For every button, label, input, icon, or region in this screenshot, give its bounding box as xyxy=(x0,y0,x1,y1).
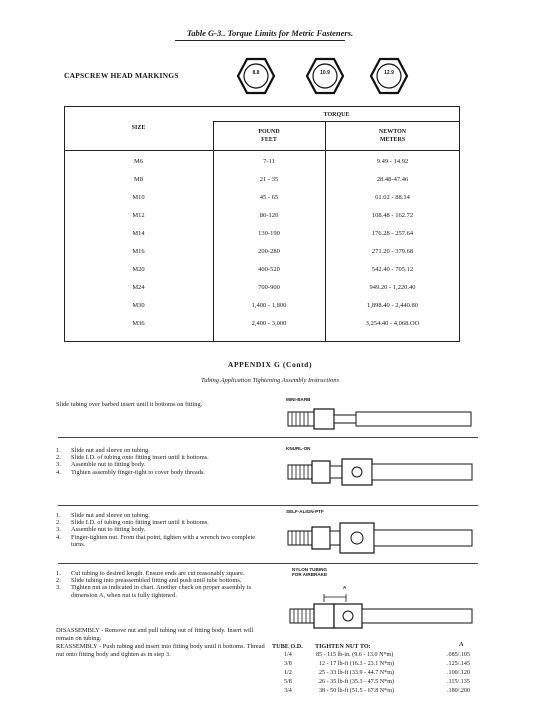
step-number: 1. xyxy=(56,512,61,519)
nylon-steps xyxy=(56,570,271,599)
hex-head-12-9 xyxy=(369,56,409,96)
table-divider xyxy=(213,121,460,122)
tube-a-cell: .180/.200 xyxy=(447,688,471,694)
list-item xyxy=(56,461,261,468)
size-cell: M14 xyxy=(132,230,145,237)
table-row xyxy=(64,302,460,319)
size-cell: M16 xyxy=(132,248,145,255)
self-align-label: SELF-ALIGN-PTF xyxy=(286,509,324,514)
header-line: METERS xyxy=(379,137,406,143)
nylon-fitting-drawing xyxy=(286,592,476,632)
tube-a-cell: .085/.105 xyxy=(447,652,471,658)
section-divider xyxy=(58,505,478,506)
step-number: 3. xyxy=(56,526,61,534)
step-text: Assemble nut to fitting body. xyxy=(71,526,146,534)
knurl-on-label: KNURL-ON xyxy=(286,446,311,451)
table-divider xyxy=(64,150,460,151)
tube-a-cell: .125/.145 xyxy=(447,661,471,667)
tighten-header: TIGHTEN NUT TO: xyxy=(315,643,371,650)
step-text: Cut tubing to desired length. Ensure ends are cut reasonably square. xyxy=(71,570,245,577)
lbft-cell: 80-120 xyxy=(259,212,279,219)
header-line: POUND xyxy=(258,129,280,135)
step-text: Slide nut and sleeve on tubing. xyxy=(71,447,150,454)
mini-barb-text: Slide tubing over barbed insert until it bottoms on fitting. xyxy=(56,401,203,408)
tube-a-cell: .115/.135 xyxy=(447,679,470,685)
table-row xyxy=(64,176,460,193)
lbft-cell: 200-280 xyxy=(258,248,280,255)
self-align-steps xyxy=(56,512,261,548)
table-row xyxy=(64,158,460,175)
lbft-cell: 700-900 xyxy=(258,284,280,291)
tube-od-cell: 3/4 xyxy=(284,688,292,694)
table-row xyxy=(64,248,460,265)
size-cell: M10 xyxy=(132,194,145,201)
table-row xyxy=(64,212,460,229)
step-text: Slide I.D. of tubing onto fitting insert until it bottoms. xyxy=(71,454,209,462)
lbft-cell: 2,400 - 3,000 xyxy=(251,320,287,327)
step-number: 1. xyxy=(56,447,61,454)
step-number: 3. xyxy=(56,461,61,469)
section-divider xyxy=(58,563,478,564)
step-number: 4. xyxy=(56,468,61,476)
list-item xyxy=(56,584,271,598)
step-number: 2. xyxy=(56,577,61,585)
step-number: 2. xyxy=(56,519,61,527)
tube-od-cell: 1/2 xyxy=(284,670,292,676)
table-row xyxy=(64,284,460,301)
tube-torque-cell: 26 - 35 lb-ft (35.3 - 47.5 N*m) xyxy=(319,679,394,685)
list-item xyxy=(56,469,261,476)
torque-header: TORQUE xyxy=(323,112,350,118)
tube-torque-cell: 38 - 50 lb-ft (51.5 - 67.8 N*m) xyxy=(319,688,394,694)
list-item xyxy=(56,447,261,454)
tube-torque-cell: 12 - 17 lb-ft (16.3 - 23.1 N*m) xyxy=(319,661,394,667)
size-header: SIZE xyxy=(131,125,146,131)
dimension-a-label: A xyxy=(343,585,347,590)
table-title: Table G-3.. Torque Limits for Metric Fasteners. xyxy=(186,28,354,38)
tube-od-cell: 3/8 xyxy=(284,661,292,667)
header-line: FEET xyxy=(261,137,277,143)
table-row xyxy=(64,320,460,337)
hex-head-10-9 xyxy=(305,56,345,96)
capscrew-label: CAPSCREW HEAD MARKINGS xyxy=(64,71,179,80)
nm-cell: 949.20 - 1,220.40 xyxy=(369,284,416,291)
nylon-label xyxy=(292,567,327,577)
step-number: 3. xyxy=(56,584,61,592)
step-number: 4. xyxy=(56,533,61,541)
tube-a-cell: .100/.120 xyxy=(447,670,471,676)
list-item xyxy=(56,519,261,526)
table-row xyxy=(64,230,460,247)
reassembly-text: REASSEMBLY - Push tubing and insert into fitting body until it bottoms. Thread nut onto fitting body and tighten as in step 3. xyxy=(56,643,265,658)
dimension-a-header: A xyxy=(459,641,464,648)
list-item xyxy=(56,512,261,519)
tube-torque-cell: 85 - 115 lb-in. (9.6 - 13.0 N*m) xyxy=(316,652,394,658)
nm-cell: 1,898.40 - 2,440.80 xyxy=(367,302,418,309)
appendix-heading: APPENDIX G (Contd) xyxy=(227,360,313,369)
nm-cell: 3,254.40 - 4,068.OO xyxy=(365,320,420,327)
label-line: NYLON TUBING xyxy=(292,567,327,572)
knurl-on-fitting-drawing xyxy=(286,456,476,488)
mini-barb-fitting-drawing xyxy=(286,408,476,430)
size-cell: M8 xyxy=(133,176,144,183)
list-item xyxy=(56,454,261,461)
step-text: Tighten assembly finger-tight to cover body threads. xyxy=(71,468,205,476)
appendix-subtitle: Tubing Application Tightening Assembly Instructions xyxy=(200,377,340,384)
lbft-cell: 21 - 35 xyxy=(259,176,279,183)
size-cell: M24 xyxy=(132,284,145,291)
hex-head-8-8 xyxy=(236,56,276,96)
nm-cell: 9.49 - 14.92 xyxy=(376,158,409,165)
section-divider xyxy=(58,437,478,438)
tube-od-header: TUBE O.D. xyxy=(272,643,303,650)
tube-od-cell: 5/8 xyxy=(284,679,292,685)
step-text: Slide nut and sleeve on tubing. xyxy=(71,512,150,519)
label-line: FOR AIRBRAKE xyxy=(292,572,328,577)
tube-torque-cell: 25 - 33 lb-ft (33.9 - 44.7 N*m) xyxy=(319,670,394,676)
step-text: Assemble nut to fitting body. xyxy=(71,461,146,469)
newton-meters-header xyxy=(325,128,460,144)
step-number: 1. xyxy=(56,570,61,577)
lbft-cell: 7-11 xyxy=(263,158,275,165)
size-cell: M6 xyxy=(133,158,144,165)
nm-cell: 28.48-47.46 xyxy=(376,176,409,183)
nm-cell: 176.28 - 257.64 xyxy=(371,230,414,237)
step-text: Slide tubing into preassembled fitting and push until tube bottoms. xyxy=(71,577,242,585)
tube-od-cell: 1/4 xyxy=(284,652,292,658)
hex-marking-label: 12.9 xyxy=(384,70,394,76)
nm-cell: 108.48 - 162.72 xyxy=(371,212,414,219)
nm-cell: 61.02 - 88.14 xyxy=(375,194,410,201)
disassembly-text: DISASSEMBLY - Remove nut and pull tubing out of fitting body. Insert will remain on tubing. xyxy=(56,627,254,642)
table-row xyxy=(64,194,460,211)
self-align-fitting-drawing xyxy=(286,520,476,556)
lbft-cell: 400-520 xyxy=(258,266,280,273)
mini-barb-label: MINI-BARB xyxy=(286,397,311,402)
step-text: Finger-tighten nut. From that point, tighten with a wrench two complete turns. xyxy=(71,533,256,548)
nm-cell: 542.40 - 705.12 xyxy=(371,266,414,273)
lbft-cell: 45 - 65 xyxy=(259,194,279,201)
nm-cell: 271.20 - 379.68 xyxy=(371,248,414,255)
step-text: Tighten nut as indicated in chart. Another check on proper assembly is dimension A, when nut is fully tightened. xyxy=(71,584,252,599)
header-line: NEWTON xyxy=(378,129,407,135)
list-item xyxy=(56,526,261,533)
size-cell: M20 xyxy=(132,266,145,273)
list-item xyxy=(56,577,271,584)
list-item xyxy=(56,534,261,548)
hex-marking-label: 10.9 xyxy=(320,70,330,76)
list-item xyxy=(56,570,271,577)
table-row xyxy=(64,266,460,283)
title-underline xyxy=(175,40,345,41)
size-cell: M30 xyxy=(132,302,145,309)
lbft-cell: 130-190 xyxy=(258,230,280,237)
size-cell: M36 xyxy=(132,320,145,327)
hex-marking-label: 8.8 xyxy=(252,70,260,76)
pound-feet-header xyxy=(213,128,325,144)
size-cell: M12 xyxy=(132,212,145,219)
step-text: Slide I.D. of tubing onto fitting insert until it bottoms. xyxy=(71,519,209,527)
lbft-cell: 1,400 - 1,800 xyxy=(251,302,287,309)
knurl-on-steps xyxy=(56,447,261,476)
step-number: 2. xyxy=(56,454,61,462)
